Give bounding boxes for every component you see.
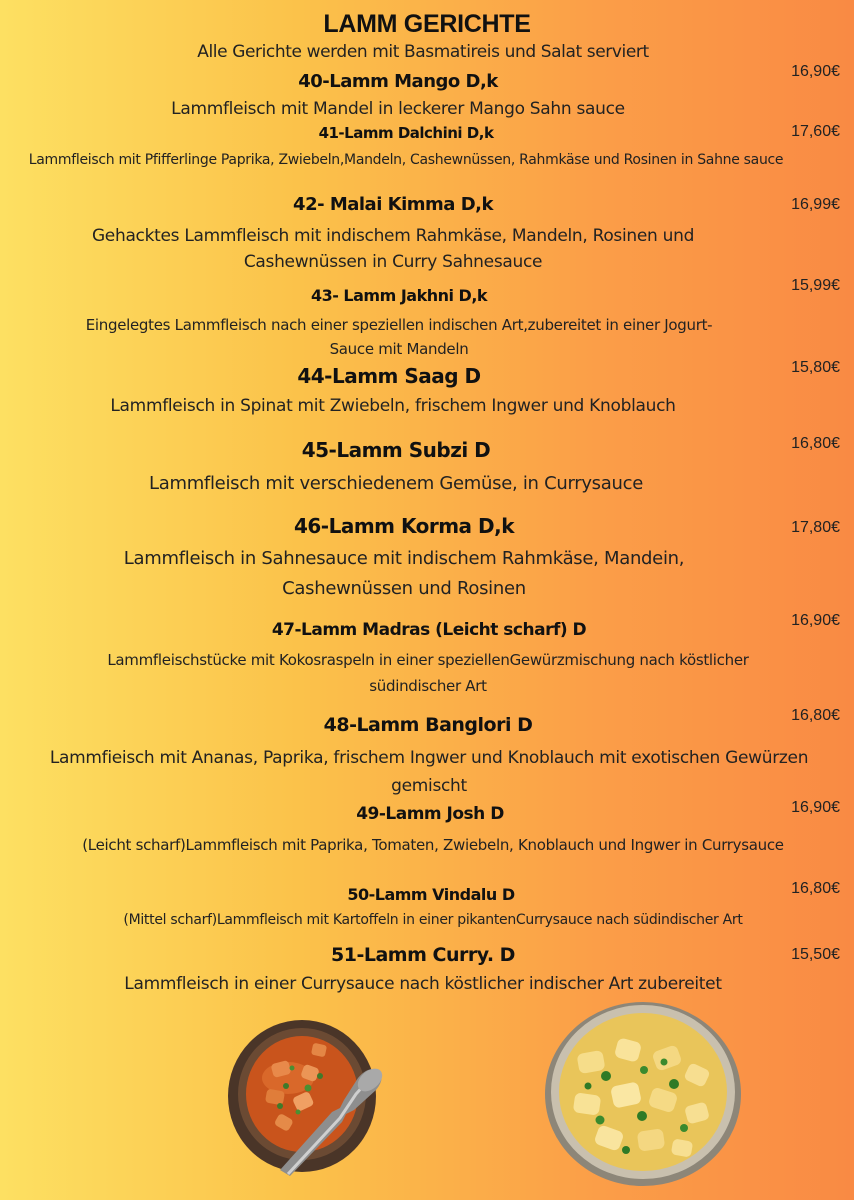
dish-price: 17,80€ [791,519,840,536]
dish-description: Gehacktes Lammfleisch mit indischem Rahmkäse, Mandeln, Rosinen und Cashewnüssen in Curry Sahnesauce [91,226,695,272]
dish-description: Lammfleisch mit Mandel in leckerer Mango Sahn sauce [171,99,625,119]
dish-price: 15,50€ [791,946,840,963]
dish-description: Lammfleischstücke mit Kokosraspeln in einer speziellenGewürzmischung nach köstlicher südindischer Art [107,651,749,695]
dish-price: 16,80€ [791,435,840,452]
dish-price: 16,99€ [791,196,840,213]
dish-name: 44-Lamm Saag D [297,364,481,388]
dish-price: 16,90€ [791,612,840,629]
dish-name: 47-Lamm Madras (Leicht scharf) D [271,620,587,640]
dish-name: 43- Lamm Jakhni D,k [310,286,488,305]
dish-description: Eingelegtes Lammfleisch nach einer speziellen indischen Art,zubereitet in einer Jogurt-Sauce mit Mandeln [85,316,713,358]
dish-name: 48-Lamm Banglori D [323,714,533,736]
dish-name: 50-Lamm Vindalu D [347,885,515,904]
curry-bowl-with-spoon-icon [228,1008,390,1176]
korma-bowl-icon [544,1000,742,1188]
dish-name: 42- Malai Kimma D,k [293,194,493,215]
dish-description: (Leicht scharf)Lammfleisch mit Paprika, Tomaten, Zwiebeln, Knoblauch und Ingwer in Currysauce [82,836,784,854]
dish-price: 15,99€ [791,277,840,294]
dish-price: 16,80€ [791,880,840,897]
dish-description: Lammfleisch in einer Currysauce nach köstlicher indischer Art zubereitet [124,974,722,994]
dish-name: 46-Lamm Korma D,k [293,514,515,538]
page-title: LAMM GERICHTE [323,10,531,38]
dish-name: 45-Lamm Subzi D [301,438,491,462]
dish-description: Lammfleisch in Spinat mit Zwiebeln, frischem Ingwer und Knoblauch [110,396,676,416]
dish-price: 16,90€ [791,799,840,816]
dish-description: Lammfleisch mit verschiedenem Gemüse, in Currysauce [149,473,643,494]
dish-price: 16,90€ [791,63,840,80]
dish-description: Lammfleisch in Sahnesauce mit indischem Rahmkäse, Mandein, Cashewnüssen und Rosinen [123,548,685,599]
dish-name: 40-Lamm Mango D,k [298,71,498,92]
dish-description: Lammfleisch mit Pfifferlinge Paprika, Zwiebeln,Mandeln, Cashewnüssen, Rahmkäse und Rosinen in Sahne sauce [28,152,784,168]
dish-price: 15,80€ [791,359,840,376]
dish-name: 49-Lamm Josh D [356,804,504,824]
dish-name: 51-Lamm Curry. D [331,944,515,966]
dish-price: 17,60€ [791,123,840,140]
dish-name: 41-Lamm Dalchini D,k [318,124,494,142]
dish-description: Lammfieisch mit Ananas, Paprika, frischem Ingwer und Knoblauch mit exotischen Gewürzen gemischt [49,748,809,796]
page-subtitle: Alle Gerichte werden mit Basmatireis und Salat serviert [197,42,649,62]
dish-price: 16,80€ [791,707,840,724]
dish-description: (Mittel scharf)Lammfleisch mit Kartoffeln in einer pikantenCurrysauce nach südindischer Art [123,912,743,928]
